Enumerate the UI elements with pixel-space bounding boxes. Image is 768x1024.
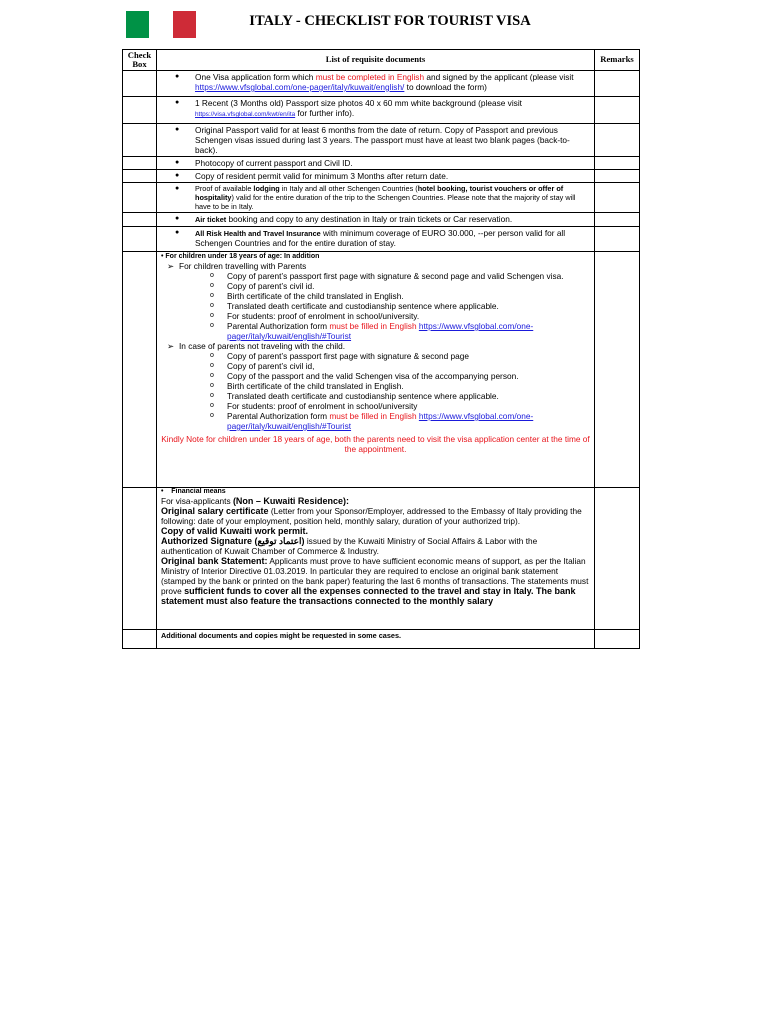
doc-text: ) valid for the entire duration of the trip to the Schengen Countries. Please note that the majority of stay will have to be in Italy. (195, 193, 576, 211)
children-group-title: ➢ In case of parents not traveling with the child. (167, 341, 346, 351)
doc-text: One Visa application form which (195, 72, 316, 82)
checklist-table (122, 49, 640, 649)
doc-text: booking and copy to any destination in Italy or train tickets or Car reservation. (226, 214, 513, 224)
remarks-cell (595, 252, 640, 488)
bullet-icon: • (161, 253, 166, 260)
list-item: o For students: proof of enrolment in school/university. (210, 311, 420, 321)
documents-header: List of requisite documents (157, 50, 595, 71)
list-item: o Birth certificate of the child translated in English. (210, 291, 404, 301)
check-box-cell[interactable] (123, 97, 157, 124)
table-row (123, 252, 640, 488)
list-item: o Copy of parent’s passport first page with signature & second page (210, 351, 469, 361)
check-box-cell[interactable] (123, 213, 157, 227)
check-box-header: Check Box (123, 50, 157, 71)
table-row (123, 71, 640, 97)
list-item: o Parental Authorization form must be filled in English https://www.vfsglobal.com/one-pager/italy/kuwait/english/#Tourist (210, 321, 534, 341)
financial-line: For visa-applicants (Non – Kuwaiti Residence): (161, 496, 349, 506)
remarks-cell (595, 227, 640, 252)
circle-bullet-icon: o (210, 292, 214, 299)
doc-text: Photocopy of current passport and Civil ID. (195, 158, 353, 168)
check-box-cell[interactable] (123, 252, 157, 488)
table-row (123, 124, 640, 157)
circle-bullet-icon: o (210, 372, 214, 379)
list-item: o Copy of parent’s civil id, (210, 361, 315, 371)
bullet-icon: ● (175, 215, 180, 222)
financial-heading: • Financial means (161, 488, 226, 495)
circle-bullet-icon: o (210, 282, 214, 289)
doc-text-bold: All Risk Health and Travel Insurance (195, 229, 321, 238)
children-heading: • For children under 18 years of age: In addition (161, 253, 320, 260)
list-item: o Birth certificate of the child translated in English. (210, 381, 404, 391)
flag-red-band (173, 11, 196, 38)
header-row (123, 50, 640, 71)
circle-bullet-icon: o (210, 362, 214, 369)
table-row (123, 170, 640, 183)
check-box-cell[interactable] (123, 157, 157, 170)
circle-bullet-icon: o (210, 312, 214, 319)
doc-text: Copy of resident permit valid for minimum 3 Months after return date. (195, 171, 449, 181)
flag-green-band (126, 11, 149, 38)
bullet-icon: ● (175, 185, 180, 192)
doc-text: Original Passport valid for at least 6 months from the date of return. Copy of Passport and previous Schengen visas issued during last 3 years. The passport must have at least two blank pages (back-to-back). (195, 125, 570, 155)
bullet-icon: • (161, 488, 172, 495)
doc-text: for further info). (295, 108, 355, 118)
table-row (123, 488, 640, 630)
additional-docs-note: Additional documents and copies might be requested in some cases. (161, 631, 402, 640)
doc-text: and signed by the applicant (please visit (424, 72, 574, 82)
check-box-cell[interactable] (123, 488, 157, 630)
check-box-cell[interactable] (123, 124, 157, 157)
check-box-cell[interactable] (123, 71, 157, 97)
check-box-cell[interactable] (123, 170, 157, 183)
list-item: o Parental Authorization form must be filled in English https://www.vfsglobal.com/one-pager/italy/kuwait/english/#Tourist (210, 411, 534, 431)
list-item: o Translated death certificate and custodianship sentence where applicable. (210, 301, 499, 311)
children-group-title: ➢ For children travelling with Parents (167, 261, 307, 271)
circle-bullet-icon: o (210, 302, 214, 309)
bullet-icon: ● (175, 229, 180, 236)
financial-line: Copy of valid Kuwaiti work permit. (161, 526, 309, 536)
doc-text-bold: hotel booking, tourist vouchers or offer of hospitality (195, 184, 564, 202)
remarks-cell (595, 97, 640, 124)
bullet-icon: ● (175, 172, 180, 179)
circle-bullet-icon: o (210, 402, 214, 409)
circle-bullet-icon: o (210, 382, 214, 389)
financial-line: Original salary certificate (Letter from your Sponsor/Employer, addressed to the Embassy of Italy providing the following: date of your employment, position held, monthly salary, duration of your authorized trip). (161, 506, 582, 526)
remarks-cell (595, 71, 640, 97)
remarks-cell (595, 213, 640, 227)
table-row (123, 227, 640, 252)
page-title: ITALY - CHECKLIST FOR TOURIST VISA (249, 13, 531, 29)
circle-bullet-icon: o (210, 392, 214, 399)
check-box-cell[interactable] (123, 183, 157, 213)
circle-bullet-icon: o (210, 352, 214, 359)
check-box-cell[interactable] (123, 630, 157, 649)
arrow-bullet-icon: ➢ (167, 261, 174, 271)
italy-flag (126, 11, 196, 38)
arrow-bullet-icon: ➢ (167, 341, 174, 351)
remarks-header: Remarks (595, 50, 640, 71)
remarks-cell (595, 488, 640, 630)
doc-text: in Italy and all other Schengen Countries ( (279, 184, 418, 193)
check-box-cell[interactable] (123, 227, 157, 252)
table-row (123, 183, 640, 213)
parental-auth-link[interactable]: https://www.vfsglobal.com/one-pager/italy/kuwait/english/#Tourist (227, 321, 534, 341)
table-row (123, 157, 640, 170)
remarks-cell (595, 630, 640, 649)
remarks-cell (595, 170, 640, 183)
bullet-icon: ● (175, 73, 180, 80)
table-row (123, 630, 640, 649)
bullet-icon: ● (175, 99, 180, 106)
circle-bullet-icon: o (210, 322, 214, 329)
remarks-cell (595, 157, 640, 170)
list-item: o For students: proof of enrolment in school/university (210, 401, 418, 411)
table-row (123, 97, 640, 124)
vfs-form-link[interactable]: https://www.vfsglobal.com/one-pager/italy/kuwait/english/ (195, 82, 405, 92)
bullet-icon: ● (175, 159, 180, 166)
list-item: o Translated death certificate and custodianship sentence where applicable. (210, 391, 499, 401)
remarks-cell (595, 124, 640, 157)
doc-text: Proof of available (195, 184, 254, 193)
doc-text-red: must be completed in English (315, 72, 425, 82)
financial-line: Authorized Signature (اعتماد توقيع) issued by the Kuwaiti Ministry of Social Affairs & Labor with the authentication of Kuwait Chamber of Commerce & Industry. (161, 536, 538, 556)
bullet-icon: ● (175, 126, 180, 133)
remarks-cell (595, 183, 640, 213)
list-item: o Copy of the passport and the valid Schengen visa of the accompanying person. (210, 371, 519, 381)
table-row (123, 213, 640, 227)
children-note: Kindly Note for children under 18 years of age, both the parents need to visit the visa application center at the time of the appointment. (161, 434, 590, 454)
vfs-photo-link[interactable]: https://visa.vfsglobal.com/kwt/en/ita (195, 111, 296, 118)
doc-text: to download the form) (404, 82, 487, 92)
list-item: o Copy of parent’s passport first page with signature & second page and valid Schengen visa. (210, 271, 564, 281)
flag-white-band (149, 11, 172, 38)
doc-text-bold: Air ticket (195, 215, 227, 224)
parental-auth-link[interactable]: https://www.vfsglobal.com/one-pager/italy/kuwait/english/#Tourist (227, 411, 534, 431)
doc-text: 1 Recent (3 Months old) Passport size photos 40 x 60 mm white background (please visit (195, 98, 522, 108)
list-item: o Copy of parent’s civil id. (210, 281, 315, 291)
financial-line: Original bank Statement: Applicants must prove to have sufficient economic means of support, as per the Italian Ministry of Interior Directive 01.03.2019. In particular they are required to enclose an original bank statement (stamped by the bank or printed on the bank paper) featuring the last 6 months of transactions. The statements must prove sufficient funds to cover all the expenses connected to the travel and stay in Italy. The bank statement must also feature the transactions connected to the monthly salary (161, 556, 589, 606)
circle-bullet-icon: o (210, 412, 214, 419)
circle-bullet-icon: o (210, 272, 214, 279)
doc-text: with minimum coverage of EURO 30.000, --per person valid for all Schengen Countries and for the entire duration of stay. (195, 228, 566, 248)
doc-text-bold: lodging (253, 184, 280, 193)
